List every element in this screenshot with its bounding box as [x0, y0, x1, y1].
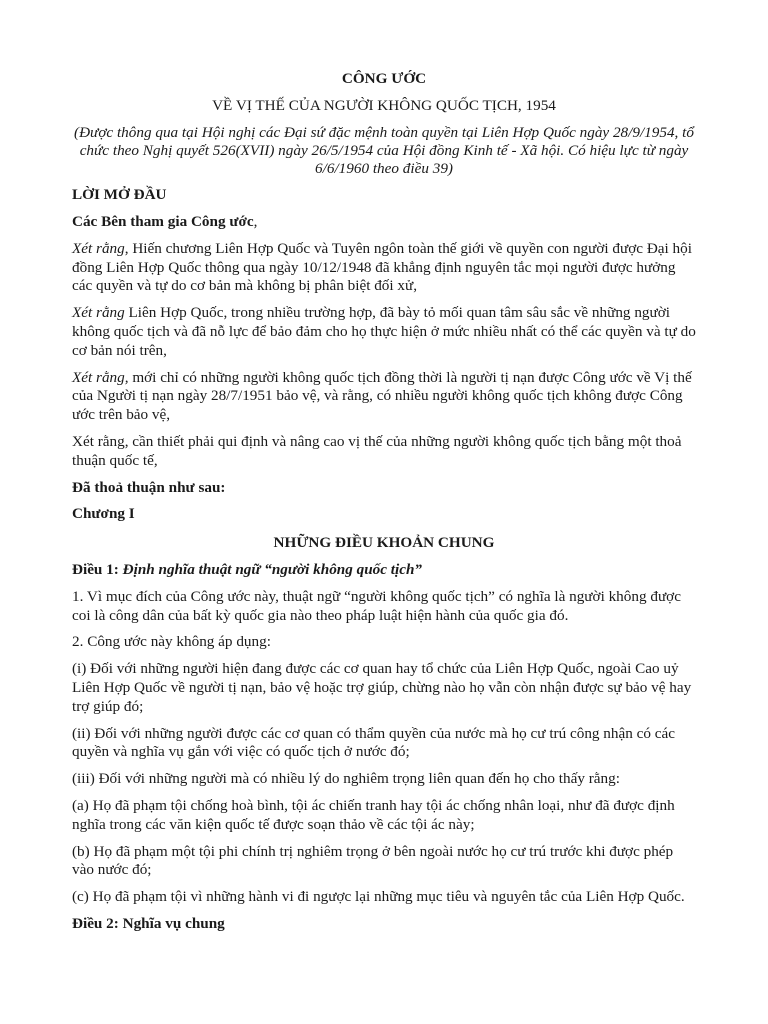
- article-1-paragraph: (b) Họ đã phạm một tội phi chính trị nghiêm trọng ở bên ngoài nước họ cư trú trước khi được phép vào nước đó;: [72, 842, 674, 879]
- chapter-label: Chương I: [72, 505, 135, 523]
- article-1-paragraph: 1. Vì mục đích của Công ước này, thuật ngữ “người không quốc tịch” có nghĩa là người không được coi là công dân của bất kỳ quốc gia nào theo pháp luật hiện hành của quốc gia đó.: [72, 587, 681, 624]
- adoption-note: (Được thông qua tại Hội nghị các Đại sứ đặc mệnh toàn quyền tại Liên Hợp Quốc ngày 28/9/1954, tổ chức theo Nghị quyết 526(XVII) ngày 26/5/1954 của Hội đồng Kinh tế - Xã hội. Có hiệu lực từ ngày 6/6/1960 theo điều 39): [74, 123, 694, 177]
- recital-text: , Hiến chương Liên Hợp Quốc và Tuyên ngôn toàn thế giới về quyền con người được Đại hội đồng Liên Hợp Quốc thông qua ngày 10/12/1948 đã khẳng định nguyên tắc mọi người được hưởng các quyền và tự do cơ bản mà không bị phân biệt đối xử,: [72, 239, 692, 295]
- article-1-paragraph: (i) Đối với những người hiện đang được các cơ quan hay tổ chức của Liên Hợp Quốc, ngoài Cao uỷ Liên Hợp Quốc về người tị nạn, bảo vệ hoặc trợ giúp, chừng nào họ vẫn còn nhận được sự bảo vệ hay trợ giúp đó;: [72, 660, 692, 715]
- agreed-heading: Đã thoả thuận như sau:: [72, 478, 226, 496]
- article-1-paragraph: (ii) Đối với những người được các cơ quan có thẩm quyền của nước mà họ cư trú công nhận có các quyền và nghĩa vụ gắn với việc có quốc tịch ở nước đó;: [72, 724, 675, 761]
- article-1-title: Định nghĩa thuật ngữ “người không quốc tịch”: [118, 560, 423, 578]
- recital-lead: Xét rằng,: [72, 368, 129, 386]
- recital-text: mới chỉ có những người không quốc tịch đồng thời là người tị nạn được Công ước về Vị thế của Người tị nạn ngày 28/7/1951 bảo vệ, và rằng, có nhiều người không quốc tịch không được Công ước trên bảo vệ,: [72, 368, 692, 424]
- document-page: [72, 68, 696, 934]
- article-1-heading: [72, 561, 696, 580]
- article-2-heading: Điều 2: Nghĩa vụ chung: [72, 914, 225, 932]
- preamble-heading: LỜI MỞ ĐẦU: [72, 186, 167, 204]
- recital-4: [72, 433, 696, 471]
- document-title: CÔNG ƯỚC: [341, 70, 427, 87]
- recital-text: Liên Hợp Quốc, trong nhiều trường hợp, đã bày tỏ mối quan tâm sâu sắc về những người không quốc tịch và đã nỗ lực để bảo đảm cho họ thực hiện ở mức nhiều nhất có thể các quyền và tự do cơ bản nói trên,: [72, 304, 696, 359]
- recital-1: [72, 240, 696, 296]
- article-1-paragraph: 2. Công ước này không áp dụng:: [72, 633, 271, 651]
- recital-text: Xét rằng, cần thiết phải qui định và nâng cao vị thế của những người không quốc tịch bằng một thoả thuận quốc tế,: [72, 432, 682, 469]
- article-1-paragraph: (a) Họ đã phạm tội chống hoà bình, tội ác chiến tranh hay tội ác chống nhân loại, như đã được định nghĩa trong các văn kiện quốc tế được soạn thảo về các tội ác này;: [72, 796, 675, 833]
- recital-3: [72, 369, 696, 425]
- parties-line: [72, 213, 696, 232]
- document-subtitle: VỀ VỊ THẾ CỦA NGƯỜI KHÔNG QUỐC TỊCH, 1954: [212, 96, 556, 114]
- recital-lead: Xét rằng: [72, 239, 125, 257]
- article-1-paragraph: (c) Họ đã phạm tội vì những hành vi đi ngược lại những mục tiêu và nguyên tắc của Liên Hợp Quốc.: [72, 888, 685, 906]
- article-1-paragraph: (iii) Đối với những người mà có nhiều lý do nghiêm trọng liên quan đến họ cho thấy rằng:: [72, 770, 620, 788]
- chapter-title: NHỮNG ĐIỀU KHOẢN CHUNG: [273, 534, 495, 552]
- article-1-label: Điều 1:: [72, 560, 119, 578]
- recital-lead: Xét rằng: [72, 304, 125, 322]
- parties-label: Các Bên tham gia Công ước: [72, 213, 254, 230]
- parties-comma: ,: [253, 213, 258, 230]
- recital-2: [72, 304, 696, 360]
